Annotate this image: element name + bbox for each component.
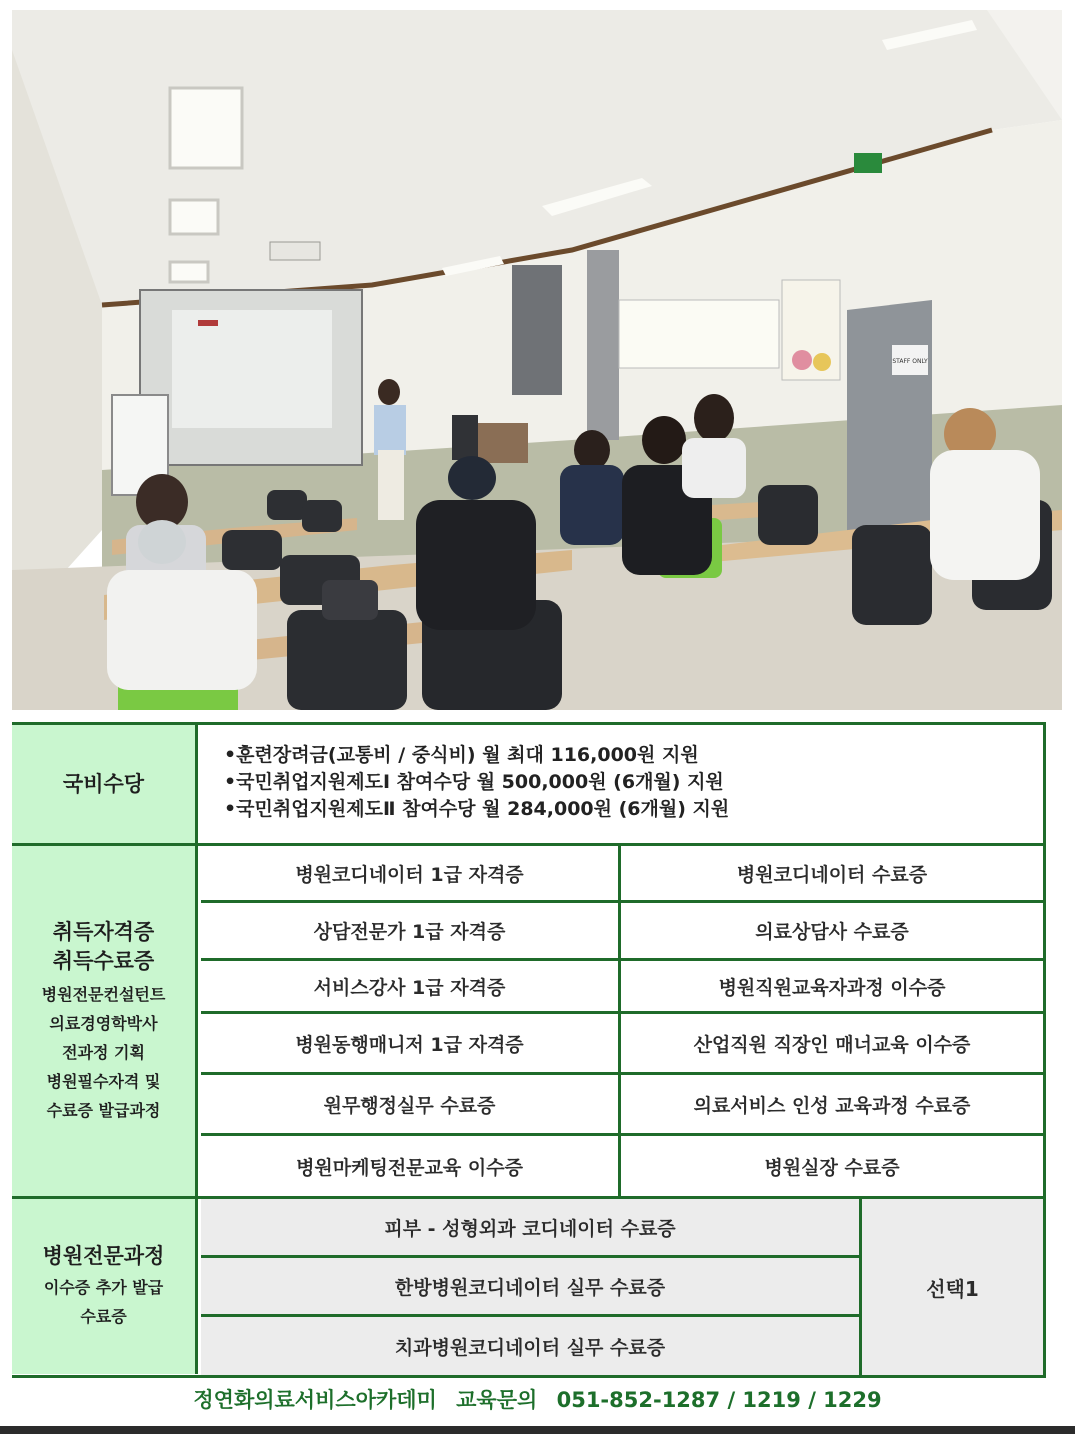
- special-option-cell: 한방병원코디네이터 실무 수료증: [201, 1258, 859, 1314]
- special-option-cell: 피부 - 성형외과 코디네이터 수료증: [201, 1199, 859, 1255]
- academy-name: 정연화의료서비스아카데미: [193, 1388, 437, 1412]
- choice-cell: 선택1: [862, 1199, 1043, 1375]
- certificates-label-1: 취득자격증: [52, 919, 155, 944]
- allowance-item: •훈련장려금(교통비 / 중식비) 월 최대 116,000원 지원: [224, 744, 699, 766]
- certificate-cell: 의료상담사 수료증: [755, 921, 909, 943]
- special-sub-label: 수료증: [80, 1307, 127, 1326]
- certificates-sub-label: 병원필수자격 및: [46, 1071, 161, 1091]
- certificates-sub-label: 병원전문컨설턴트: [41, 984, 166, 1004]
- certificates-label-cell: [12, 846, 198, 1196]
- allowance-item: •국민취업지원제도Ⅱ 참여수당 월 284,000원 (6개월) 지원: [224, 798, 730, 820]
- certificates-sub-label: 수료증 발급과정: [46, 1100, 161, 1120]
- certificate-cell: 병원동행매니저 1급 자격증: [295, 1033, 524, 1056]
- certificates-sub-label: 의료경영학박사: [49, 1013, 158, 1033]
- special-sub-label: 이수증 추가 발급: [43, 1278, 164, 1297]
- special-label-cell: [12, 1199, 198, 1374]
- special-option-cell: 치과병원코디네이터 실무 수료증: [201, 1317, 859, 1375]
- certificate-cell: 병원코디네이터 1급 자격증: [295, 863, 524, 886]
- certificate-cell: 병원직원교육자과정 이수증: [718, 976, 946, 999]
- certificates-sub-label: 전과정 기획: [62, 1042, 145, 1062]
- certificate-cell: 산업직원 직장인 매너교육 이수증: [693, 1033, 971, 1056]
- allowance-label-cell: [12, 725, 198, 843]
- certificate-cell: 병원코디네이터 수료증: [736, 863, 928, 886]
- certificate-cell: 의료서비스 인성 교육과정 수료증: [693, 1094, 971, 1117]
- staff-only-sign: STAFF ONLY: [892, 358, 928, 365]
- certificate-cell: 원무행정실무 수료증: [323, 1094, 496, 1117]
- classroom-lecture-photo: [12, 10, 1062, 710]
- table-right-border: [1043, 722, 1046, 1378]
- bottom-bar: [0, 1426, 1075, 1434]
- course-info-table: [12, 722, 1046, 1378]
- phone-numbers: 051-852-1287 / 1219 / 1229: [556, 1388, 882, 1412]
- inquiry-label: 교육문의: [456, 1388, 538, 1412]
- table-bottom-border: [12, 1375, 1046, 1378]
- allowance-label: 국비수당: [62, 771, 145, 796]
- contact-footer: [0, 1384, 1075, 1424]
- allowance-item: •국민취업지원제도Ⅰ 참여수당 월 500,000원 (6개월) 지원: [224, 771, 724, 793]
- allowance-list: [224, 742, 729, 823]
- certificates-label-2: 취득수료증: [52, 948, 155, 973]
- certificate-cell: 병원실장 수료증: [764, 1156, 900, 1179]
- special-label: 병원전문과정: [42, 1244, 165, 1268]
- certificate-cell: 서비스강사 1급 자격증: [313, 976, 506, 999]
- classroom-photo: [12, 10, 1062, 710]
- certificate-cell: 병원마케팅전문교육 이수증: [296, 1156, 523, 1179]
- certificate-cell: 상담전문가 1급 자격증: [313, 921, 506, 943]
